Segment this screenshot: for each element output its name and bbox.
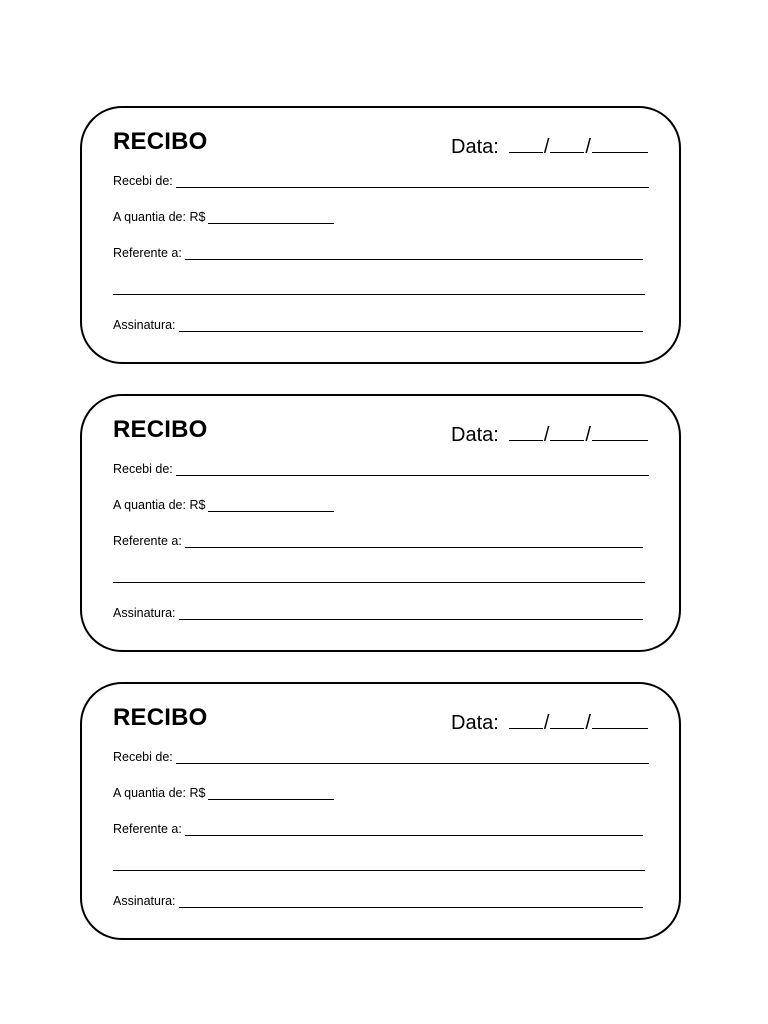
- date-month-blank[interactable]: [550, 420, 584, 441]
- receipt-title: RECIBO: [113, 128, 208, 155]
- received-from-label: Recebi de:: [113, 462, 173, 476]
- signature-label: Assinatura:: [113, 894, 176, 908]
- receipt-card: [80, 682, 681, 940]
- regarding-continuation-blank[interactable]: [113, 858, 645, 871]
- received-from-blank[interactable]: [176, 751, 649, 764]
- regarding-blank[interactable]: [185, 823, 643, 836]
- received-from-blank[interactable]: [176, 175, 649, 188]
- date-day-blank[interactable]: [509, 132, 543, 153]
- date-label: Data:: [451, 712, 499, 734]
- amount-label: A quantia de: R$: [113, 786, 206, 800]
- date-separator: /: [585, 712, 591, 734]
- received-from-field: [113, 462, 649, 476]
- regarding-continuation-field: [113, 282, 645, 295]
- date-separator: /: [543, 136, 550, 158]
- regarding-field: [113, 246, 643, 260]
- date-field: [451, 708, 648, 735]
- amount-blank[interactable]: [208, 499, 334, 512]
- receipt-title: RECIBO: [113, 704, 208, 731]
- received-from-blank[interactable]: [176, 463, 649, 476]
- receipt-card: [80, 394, 681, 652]
- date-day-blank[interactable]: [509, 708, 543, 729]
- regarding-label: Referente a:: [113, 534, 182, 548]
- date-label: Data:: [451, 424, 499, 446]
- signature-blank[interactable]: [179, 607, 643, 620]
- regarding-field: [113, 534, 643, 548]
- date-separator: /: [543, 424, 550, 446]
- date-year-blank[interactable]: [592, 132, 648, 153]
- signature-label: Assinatura:: [113, 606, 176, 620]
- signature-field: [113, 318, 643, 332]
- received-from-field: [113, 750, 649, 764]
- signature-blank[interactable]: [179, 319, 643, 332]
- amount-label: A quantia de: R$: [113, 210, 206, 224]
- date-year-blank[interactable]: [592, 420, 648, 441]
- regarding-continuation-blank[interactable]: [113, 282, 645, 295]
- regarding-label: Referente a:: [113, 246, 182, 260]
- date-field: [451, 132, 648, 159]
- date-field: [451, 420, 648, 447]
- regarding-blank[interactable]: [185, 535, 643, 548]
- signature-blank[interactable]: [179, 895, 643, 908]
- date-year-blank[interactable]: [592, 708, 648, 729]
- amount-field: [113, 498, 334, 512]
- receipt-card: [80, 106, 681, 364]
- date-day-blank[interactable]: [509, 420, 543, 441]
- received-from-label: Recebi de:: [113, 750, 173, 764]
- date-separator: /: [585, 424, 591, 446]
- amount-field: [113, 786, 334, 800]
- regarding-continuation-field: [113, 570, 645, 583]
- regarding-continuation-blank[interactable]: [113, 570, 645, 583]
- date-label: Data:: [451, 136, 499, 158]
- date-separator: /: [585, 136, 591, 158]
- amount-blank[interactable]: [208, 211, 334, 224]
- regarding-label: Referente a:: [113, 822, 182, 836]
- amount-field: [113, 210, 334, 224]
- date-month-blank[interactable]: [550, 708, 584, 729]
- date-separator: /: [543, 712, 550, 734]
- signature-field: [113, 894, 643, 908]
- received-from-label: Recebi de:: [113, 174, 173, 188]
- amount-blank[interactable]: [208, 787, 334, 800]
- regarding-continuation-field: [113, 858, 645, 871]
- date-month-blank[interactable]: [550, 132, 584, 153]
- regarding-blank[interactable]: [185, 247, 643, 260]
- regarding-field: [113, 822, 643, 836]
- amount-label: A quantia de: R$: [113, 498, 206, 512]
- received-from-field: [113, 174, 649, 188]
- receipt-title: RECIBO: [113, 416, 208, 443]
- signature-field: [113, 606, 643, 620]
- signature-label: Assinatura:: [113, 318, 176, 332]
